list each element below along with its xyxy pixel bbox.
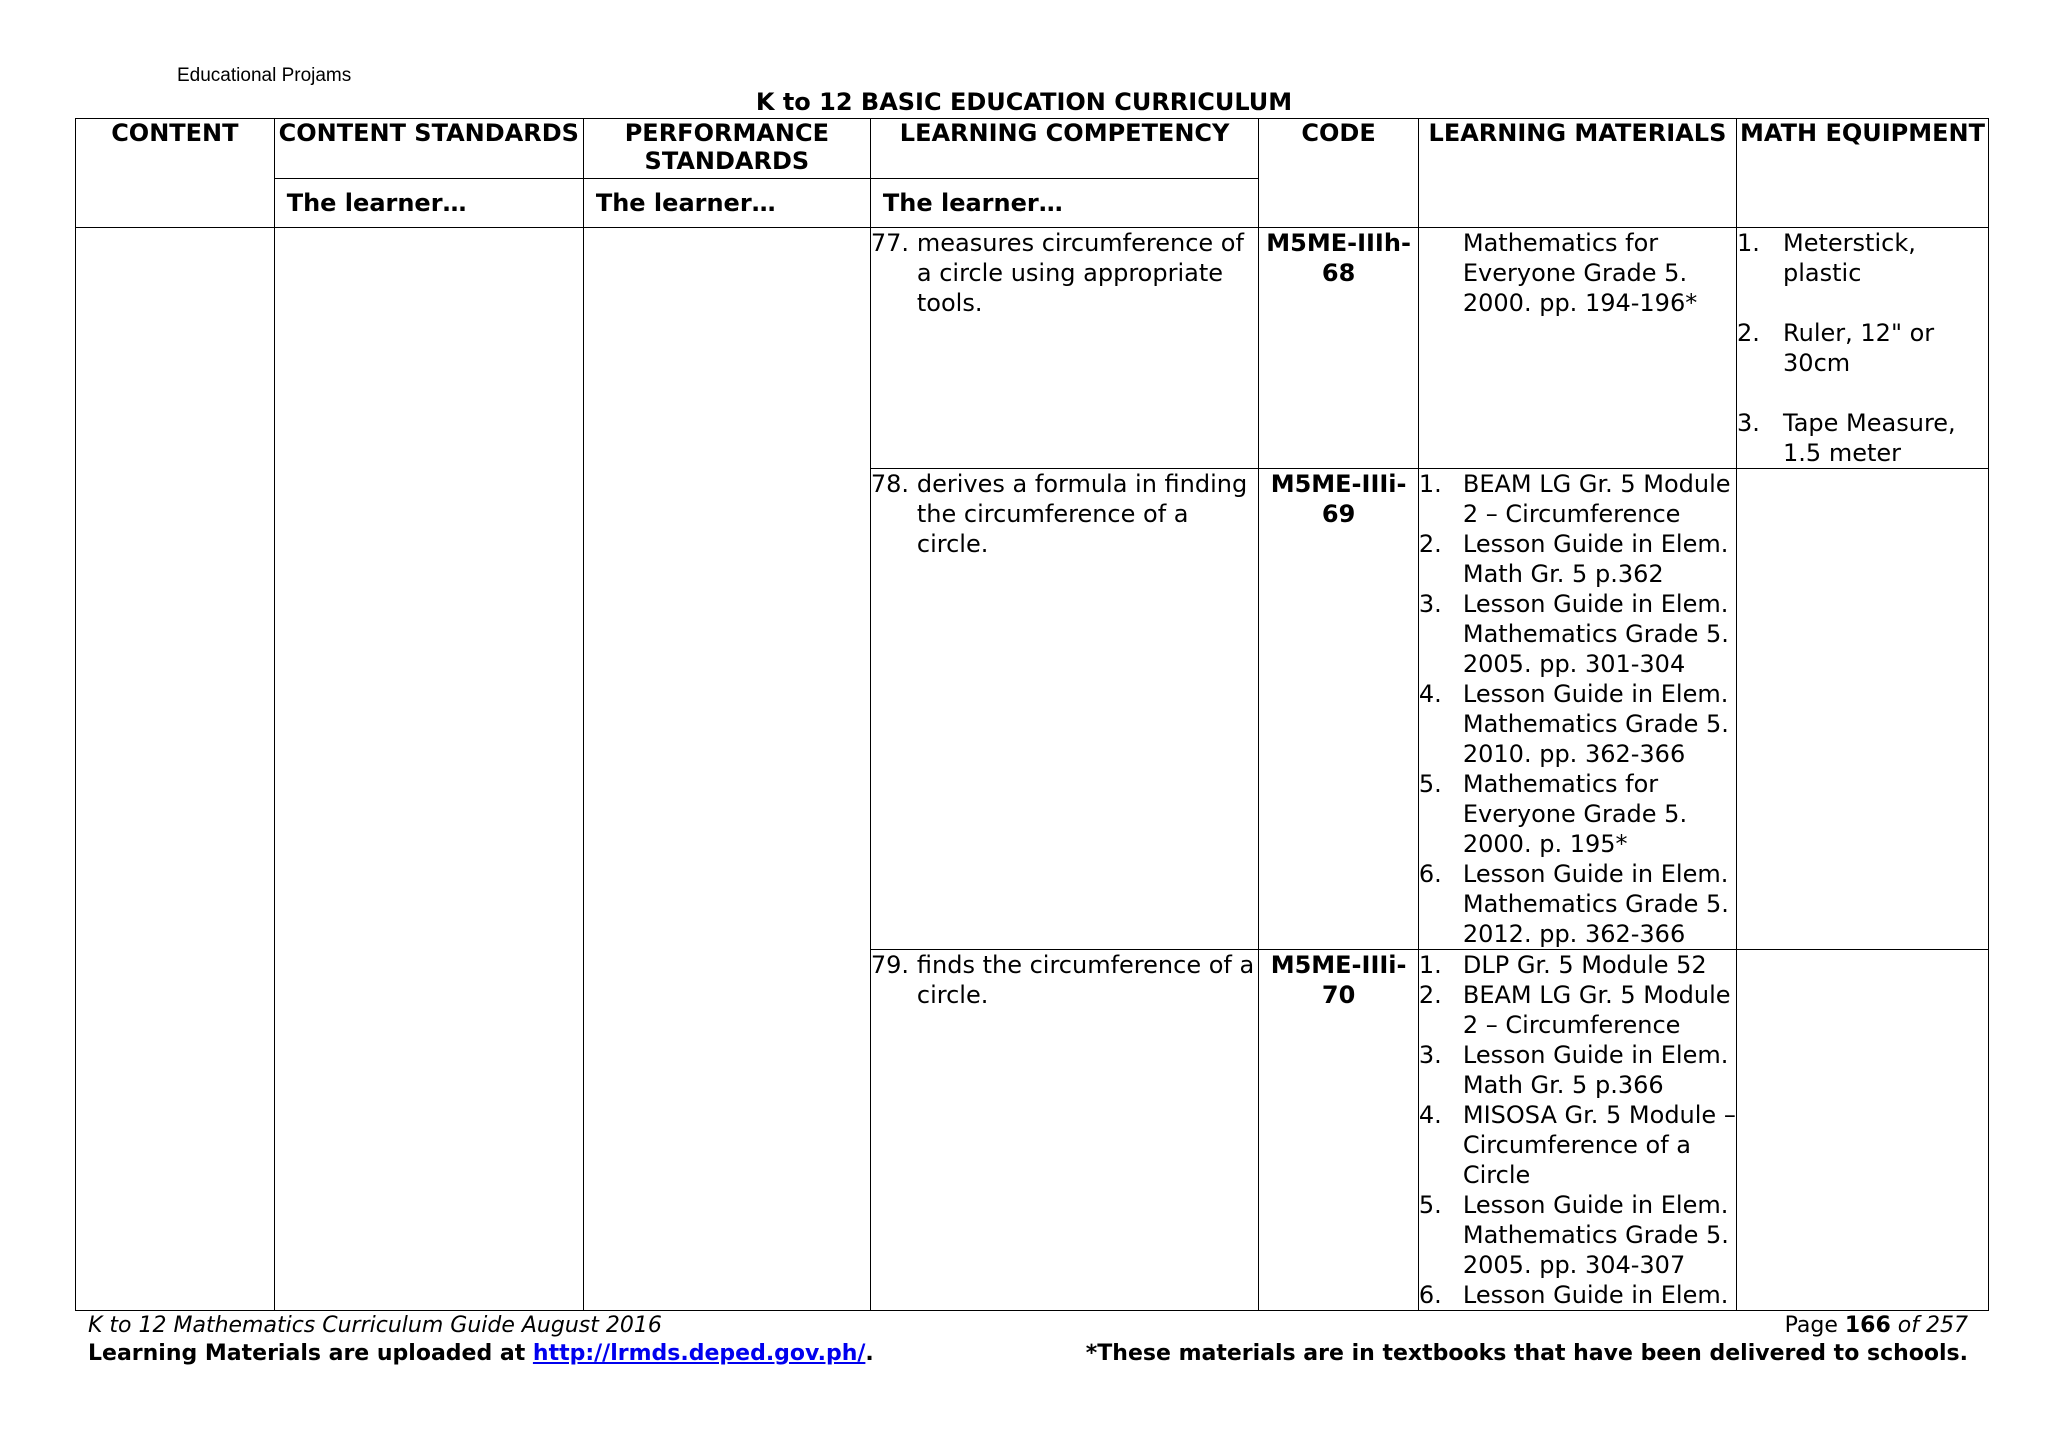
page-total: of 257: [1890, 1313, 1968, 1338]
list-number: 6.: [1418, 860, 1442, 888]
material-text: Lesson Guide in Elem.: [1462, 1281, 1729, 1309]
materials-cell: [1418, 950, 1736, 1311]
list-item: [1419, 1040, 1736, 1100]
list-number: 2.: [1737, 319, 1760, 347]
equipment-text: Ruler, 12" or 30cm: [1783, 319, 1935, 377]
curriculum-table: [75, 118, 1989, 1311]
table-row: [76, 228, 1989, 469]
materials-cell: [1418, 228, 1736, 469]
equipment-cell: [1737, 469, 1989, 950]
subheader-learning-competency: The learner…: [870, 179, 1258, 228]
equipment-text: Tape Measure, 1.5 meter: [1783, 409, 1956, 467]
subheader-content-standards: The learner…: [274, 179, 583, 228]
performance-standards-cell: [583, 228, 870, 1311]
content-standards-cell: [274, 228, 583, 1311]
footer-upload-prefix: Learning Materials are uploaded at: [88, 1341, 533, 1366]
code-cell: M5ME-IIIh-68: [1259, 228, 1419, 469]
col-header-math-equipment: MATH EQUIPMENT: [1737, 119, 1989, 228]
material-text: BEAM LG Gr. 5 Module 2 – Circumference: [1462, 470, 1731, 528]
material-text: Lesson Guide in Elem. Mathematics Grade 5. 2012. pp. 362-366: [1462, 860, 1729, 948]
footer-upload-note: [88, 1340, 874, 1368]
list-item: [1419, 1100, 1736, 1190]
list-item: [1419, 679, 1736, 769]
subheader-performance-standards: The learner…: [583, 179, 870, 228]
col-header-code: CODE: [1259, 119, 1419, 228]
list-number: 6.: [1418, 1281, 1442, 1309]
materials-list: [1419, 469, 1736, 949]
list-item: [1419, 980, 1736, 1040]
page-current: 166: [1844, 1313, 1891, 1338]
list-number: 1.: [1418, 951, 1442, 979]
list-number: 3.: [1418, 590, 1442, 618]
list-item: [1419, 769, 1736, 859]
list-item: [1419, 529, 1736, 589]
footer-left: [88, 1312, 874, 1368]
list-number: 4.: [1418, 1101, 1442, 1129]
list-number: 5.: [1418, 770, 1442, 798]
competency-text: finds the circumference of a circle.: [916, 951, 1255, 1009]
competency-cell: [870, 469, 1258, 950]
col-header-learning-materials: LEARNING MATERIALS: [1418, 119, 1736, 228]
material-text: Lesson Guide in Elem. Mathematics Grade 5. 2010. pp. 362-366: [1462, 680, 1729, 768]
list-item: [1419, 589, 1736, 679]
lrmds-link[interactable]: http://lrmds.deped.gov.ph/: [532, 1341, 866, 1366]
page-label: Page: [1784, 1313, 1845, 1338]
code-cell: M5ME-IIIi-69: [1259, 469, 1419, 950]
content-cell: [76, 228, 275, 1311]
materials-text: Mathematics for Everyone Grade 5. 2000. pp. 194-196*: [1462, 229, 1698, 317]
list-number: 3.: [1737, 409, 1760, 437]
page-number: [1086, 1312, 1968, 1340]
material-text: Mathematics for Everyone Grade 5. 2000. p. 195*: [1462, 770, 1688, 858]
list-number: 1.: [1737, 229, 1760, 257]
competency-text: derives a formula in finding the circumference of a circle.: [916, 470, 1248, 558]
competency-number: 77.: [870, 229, 910, 257]
material-text: Lesson Guide in Elem. Math Gr. 5 p.366: [1462, 1041, 1729, 1099]
list-number: 2.: [1418, 981, 1442, 1009]
watermark: Educational Projams: [177, 65, 352, 86]
col-header-performance-standards: PERFORMANCE STANDARDS: [583, 119, 870, 179]
materials-list: [1419, 950, 1736, 1310]
page-title: K to 12 BASIC EDUCATION CURRICULUM: [755, 88, 1293, 116]
list-item: [1419, 1280, 1736, 1310]
competency-number: 79.: [870, 951, 910, 979]
list-item: [1737, 228, 1988, 288]
col-header-content-standards: CONTENT STANDARDS: [274, 119, 583, 179]
competency-cell: [870, 950, 1258, 1311]
equipment-text: Meterstick, plastic: [1783, 229, 1916, 287]
list-item: [1737, 408, 1988, 468]
footer-textbook-note: *These materials are in textbooks that have been delivered to schools.: [1085, 1341, 1968, 1366]
col-header-content: CONTENT: [76, 119, 275, 228]
list-item: [1419, 469, 1736, 529]
competency-number: 78.: [870, 470, 910, 498]
material-text: Lesson Guide in Elem. Mathematics Grade 5. 2005. pp. 301-304: [1462, 590, 1729, 678]
list-item: [1419, 950, 1736, 980]
equipment-cell: [1737, 950, 1989, 1311]
list-item: [1419, 859, 1736, 949]
material-text: Lesson Guide in Elem. Math Gr. 5 p.362: [1462, 530, 1729, 588]
materials-cell: [1418, 469, 1736, 950]
list-number: 2.: [1418, 530, 1442, 558]
col-header-learning-competency: LEARNING COMPETENCY: [870, 119, 1258, 179]
footer-guide-title: K to 12 Mathematics Curriculum Guide August 2016: [88, 1313, 662, 1338]
equipment-cell: [1737, 228, 1989, 469]
competency-cell: [870, 228, 1258, 469]
footer-right: [1086, 1312, 1968, 1368]
list-item: [1737, 318, 1988, 378]
material-text: MISOSA Gr. 5 Module – Circumference of a Circle: [1462, 1101, 1736, 1189]
material-text: DLP Gr. 5 Module 52: [1462, 951, 1707, 979]
list-number: 3.: [1418, 1041, 1442, 1069]
material-text: BEAM LG Gr. 5 Module 2 – Circumference: [1462, 981, 1731, 1039]
footer-upload-suffix: .: [865, 1341, 874, 1366]
code-cell: M5ME-IIIi-70: [1259, 950, 1419, 1311]
competency-text: measures circumference of a circle using appropriate tools.: [916, 229, 1244, 317]
list-number: 5.: [1418, 1191, 1442, 1219]
list-item: [1419, 1190, 1736, 1280]
list-number: 1.: [1418, 470, 1442, 498]
material-text: Lesson Guide in Elem. Mathematics Grade 5. 2005. pp. 304-307: [1462, 1191, 1729, 1279]
list-number: 4.: [1418, 680, 1442, 708]
